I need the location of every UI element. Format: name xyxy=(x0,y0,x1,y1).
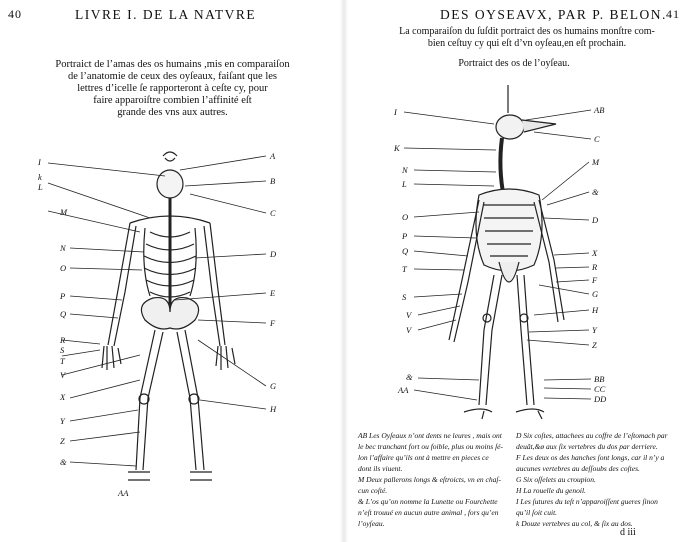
bird-label-N: N xyxy=(402,165,408,175)
bird-label-L: L xyxy=(402,179,407,189)
footnote-line: H La rouelle du genoil. xyxy=(516,486,586,495)
bird-label-CC: CC xyxy=(594,384,606,394)
bird-label-Y: Y xyxy=(592,325,597,335)
footnote-line: D Six coſtes, attachees au coffre de l’eſtomach par xyxy=(516,431,668,440)
bird-label-DD: DD xyxy=(594,394,607,404)
right-subcaption: Portraict des os de l’oyſeau. xyxy=(458,58,570,69)
bird-label-BB: BB xyxy=(594,374,605,384)
label-B: B xyxy=(270,176,276,186)
label-I: I xyxy=(38,157,41,167)
bird-label-I: I xyxy=(394,107,397,117)
right-page-number: 41 xyxy=(666,7,680,21)
bird-label-C: C xyxy=(594,134,600,144)
footnote-line: cun coſté. xyxy=(358,486,388,495)
bird-label-D: D xyxy=(592,215,599,225)
bird-label-amp-right: & xyxy=(592,187,599,197)
caption-line: lettres d’icelle ſe rapporteront à ceſte cy, pour xyxy=(77,83,268,94)
bird-label-O: O xyxy=(402,212,409,222)
footnote-line: k Douze vertebres au col, & ſix au dos. xyxy=(516,519,633,528)
label-R: R xyxy=(60,335,66,345)
footnote-line: & L’os qu’on nomme la Lunette ou Fourchette xyxy=(358,497,498,506)
footnote-line: AB Les Oyſeaux n’ont dents ne leures , mais ont xyxy=(358,431,502,440)
bird-label-Q: Q xyxy=(402,246,409,256)
footnotes-left xyxy=(358,430,518,529)
footnote-line: M Deux pallerons longs & eſtroicts, vn en chaſ- xyxy=(358,475,501,484)
left-page-number: 40 xyxy=(8,7,22,21)
right-running-head: DES OYSEAVX, PAR P. BELON. xyxy=(440,7,667,22)
bird-label-F: F xyxy=(592,275,598,285)
footnote-line: l’oyſeau. xyxy=(358,519,385,528)
footnote-line: le bec tranchant fort ou foible, plus ou moins ſé- xyxy=(358,442,503,451)
caption-line: de l’anatomie de ceux des oyſeaux, faiſant que les xyxy=(67,71,278,82)
bird-label-R: R xyxy=(592,262,598,272)
bird-label-AA: AA xyxy=(398,385,409,395)
bird-label-AB: AB xyxy=(594,105,605,115)
caption-line: Portraict de l’amas des os humains ,mis en comparaiſon xyxy=(55,59,290,70)
bird-label-T: T xyxy=(402,264,407,274)
label-Y: Y xyxy=(60,416,65,426)
label-L: L xyxy=(38,182,43,192)
footnote-line: I Les ſutures du teſt n’apparoiſſent gueres ſinon xyxy=(516,497,658,506)
footnote-line: qu’il ſoit cuit. xyxy=(516,508,558,517)
label-Z: Z xyxy=(60,436,65,446)
bird-label-X: X xyxy=(592,248,598,258)
footnote-line: dont ils viuent. xyxy=(358,464,403,473)
label-E: E xyxy=(270,288,276,298)
caption-line: bien ceſtuy cy qui eſt d’vn oyſeau,en eſt prochain. xyxy=(427,38,627,49)
footnote-line: aucunes vertebres au deſſoubs des coſtes. xyxy=(516,464,640,473)
label-F: F xyxy=(270,318,276,328)
label-k: k xyxy=(38,172,42,182)
label-amp: & xyxy=(60,457,67,467)
caption-line: faire apparoiſtre combien l’affinité eſt xyxy=(93,95,252,106)
label-N: N xyxy=(60,243,66,253)
bird-label-P: P xyxy=(402,231,408,241)
bird-label-K: K xyxy=(394,143,400,153)
label-C: C xyxy=(270,208,276,218)
footnote-line: lon l’affaire qu’ils ont à mettre en pieces ce xyxy=(358,453,489,462)
label-G: G xyxy=(270,381,277,391)
bird-label-V1: V xyxy=(406,310,412,320)
label-Q: Q xyxy=(60,309,67,319)
bird-label-Z: Z xyxy=(592,340,597,350)
label-T: T xyxy=(60,356,65,366)
footnote-line: G Six oſſelets au croupion. xyxy=(516,475,596,484)
label-S: S xyxy=(60,345,65,355)
label-D: D xyxy=(270,249,277,259)
label-A: A xyxy=(270,151,276,161)
bird-label-H: H xyxy=(592,305,599,315)
right-page xyxy=(344,0,688,542)
label-O: O xyxy=(60,263,67,273)
footnotes-right xyxy=(516,430,686,529)
caption-line: grande des vns aux autres. xyxy=(117,107,228,118)
label-AA-left: AA xyxy=(118,488,129,498)
label-V: V xyxy=(60,370,66,380)
footnote-line: n’eſt trouué en aucun autre animal , fors qu’en xyxy=(358,508,499,517)
caption-line: La comparaiſon du ſuſdit portraict des os humains monſtre com- xyxy=(399,26,655,37)
bird-label-G: G xyxy=(592,289,599,299)
bird-label-M: M xyxy=(592,157,600,167)
label-M: M xyxy=(60,207,68,217)
signature-mark: d iii xyxy=(620,527,636,538)
bird-label-S: S xyxy=(402,292,407,302)
label-P: P xyxy=(60,291,66,301)
bird-label-amp: & xyxy=(406,372,413,382)
footnote-line: deuât,&ø aux ſix vertebres du dos par derriere. xyxy=(516,442,658,451)
label-X: X xyxy=(60,392,66,402)
footnote-line: F Les deux os des hanches ſont longs, car il n’y a xyxy=(516,453,665,462)
left-running-head: LIVRE I. DE LA NATVRE xyxy=(75,7,257,22)
label-H: H xyxy=(270,404,277,414)
bird-label-V2: V xyxy=(406,325,412,335)
